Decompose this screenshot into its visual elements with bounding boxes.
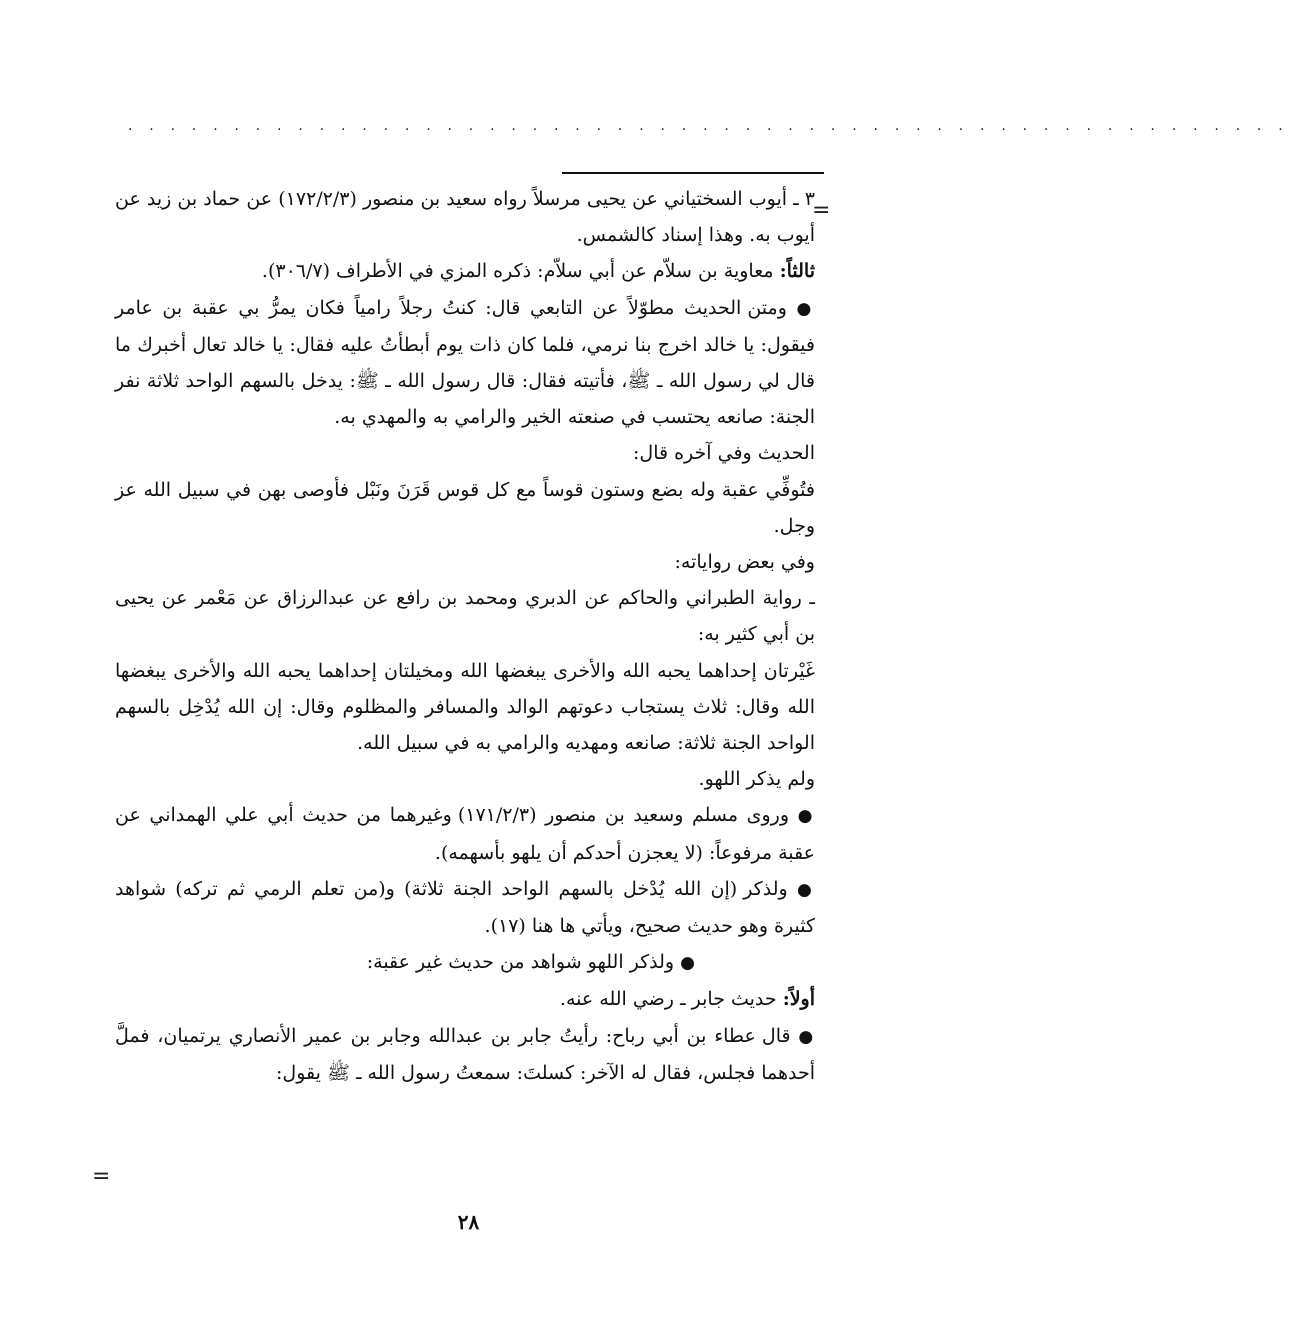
paragraph	[115, 944, 815, 981]
footnote-rule	[562, 172, 824, 174]
paragraph-text: وفي بعض رواياته:	[674, 551, 815, 574]
bullet-icon: ●	[680, 953, 695, 974]
paragraph-text: حديث جابر ـ رضي الله عنه.	[559, 988, 777, 1011]
page-body	[115, 181, 815, 1091]
page-number: ٢٨	[457, 1210, 480, 1234]
separator-dots: . . . . . . . . . . . . . . . . . . . . . . . . . . . . . . . . . . . . . . . . . . . . . . . . . . . . . . .	[128, 118, 1289, 134]
paragraph-text: معاوية بن سلاّم عن أبي سلاّم: ذكره المزي في الأطراف (٣٠٦/٧).	[261, 260, 774, 283]
paragraph-text: ٣ ـ أيوب السختياني عن يحيى مرسلاً رواه سعيد بن منصور (١٧٢/٢/٣) عن حماد بن زيد عن أيوب به. وهذا إسناد كالشمس.	[115, 188, 815, 247]
paragraph-text: ولذكر اللهو شواهد من حديث غير عقبة:	[366, 951, 675, 974]
paragraph-text: فتُوفِّي عقبة وله بضع وستون قوساً مع كل قوس قَرَنَ ونَبْل فأوصى بهن في سبيل الله عز وجل.	[115, 478, 815, 537]
bullet-icon: ●	[796, 298, 815, 319]
paragraph-text: ولذكر (إن الله يُدْخل بالسهم الواحد الجنة ثلاثة) و(من تعلم الرمي ثم تركه) شواهد كثيرة وهو حديث صحيح، ويأتي ها هنا (١٧).	[115, 877, 815, 938]
paragraph-text: ولم يذكر اللهو.	[698, 768, 815, 791]
paragraph-text: قال عطاء بن أبي رباح: رأيتُ جابر بن عبدالله وجابر بن عمير الأنصاري يرتميان، فملَّ أحدهما فجلس، فقال له الآخر: كسلتَ: سمعتُ رسول الله ـ ﷺ يقول:	[115, 1024, 815, 1084]
bullet-icon: ●	[797, 806, 815, 827]
margin-mark: =	[92, 1164, 111, 1189]
paragraph	[115, 871, 815, 944]
margin-mark: =	[812, 198, 831, 223]
paragraph	[115, 1018, 815, 1091]
paragraph	[115, 181, 815, 253]
paragraph	[115, 981, 815, 1017]
paragraph-text: الحديث وفي آخره قال:	[632, 442, 815, 465]
paragraph	[115, 435, 815, 471]
paragraph	[115, 544, 815, 580]
paragraph-text: ومتن الحديث مطوّلاً عن التابعي قال: كنتُ رجلاً رامياً فكان يمرُّ بي عقبة بن عامر فيقول: يا خالد اخرج بنا نرمي، فلما كان ذات يوم أبطأتُ عليه فقال: يا خالد تعال أخبرك ما قال لي رسول الله ـ ﷺ، فأتيته فقال: قال رسول الله ـ ﷺ: يدخل بالسهم الواحد ثلاثة نفر الجنة: صانعه يحتسب في صنعته الخير والرامي به والمهدي به.	[115, 296, 815, 429]
paragraph-text: وروى مسلم وسعيد بن منصور (١٧١/٢/٣) وغيرهما من حديث أبي علي الهمداني عن عقبة مرفوعاً: (لا يعجزن أحدكم أن يلهو بأسهمه).	[115, 804, 815, 864]
paragraph-text: غَيْرتان إحداهما يحبه الله والأخرى يبغضها الله ومخيلتان إحداهما يحبه الله والأخرى يبغضها الله وقال: ثلاث يستجاب دعوتهم الوالد والمسافر والمظلوم وقال: إن الله يُدْخِل بالسهم الواحد الجنة ثلاثة: صانعه ومهديه والرامي به في سبيل الله.	[115, 659, 815, 755]
paragraph	[115, 253, 815, 289]
paragraph	[115, 797, 815, 870]
bullet-icon: ●	[796, 879, 815, 900]
section-label: ثالثاً:	[779, 260, 815, 283]
bullet-icon: ●	[798, 1026, 815, 1047]
paragraph	[115, 290, 815, 436]
paragraph-text: ـ رواية الطبراني والحاكم عن الدبري ومحمد بن رافع عن عبدالرزاق عن مَعْمر عن يحيى بن أبي كثير به:	[115, 587, 815, 646]
paragraph	[115, 580, 815, 652]
section-label: أولاً:	[782, 988, 815, 1011]
paragraph	[115, 472, 815, 544]
paragraph	[115, 761, 815, 797]
paragraph	[115, 653, 815, 762]
